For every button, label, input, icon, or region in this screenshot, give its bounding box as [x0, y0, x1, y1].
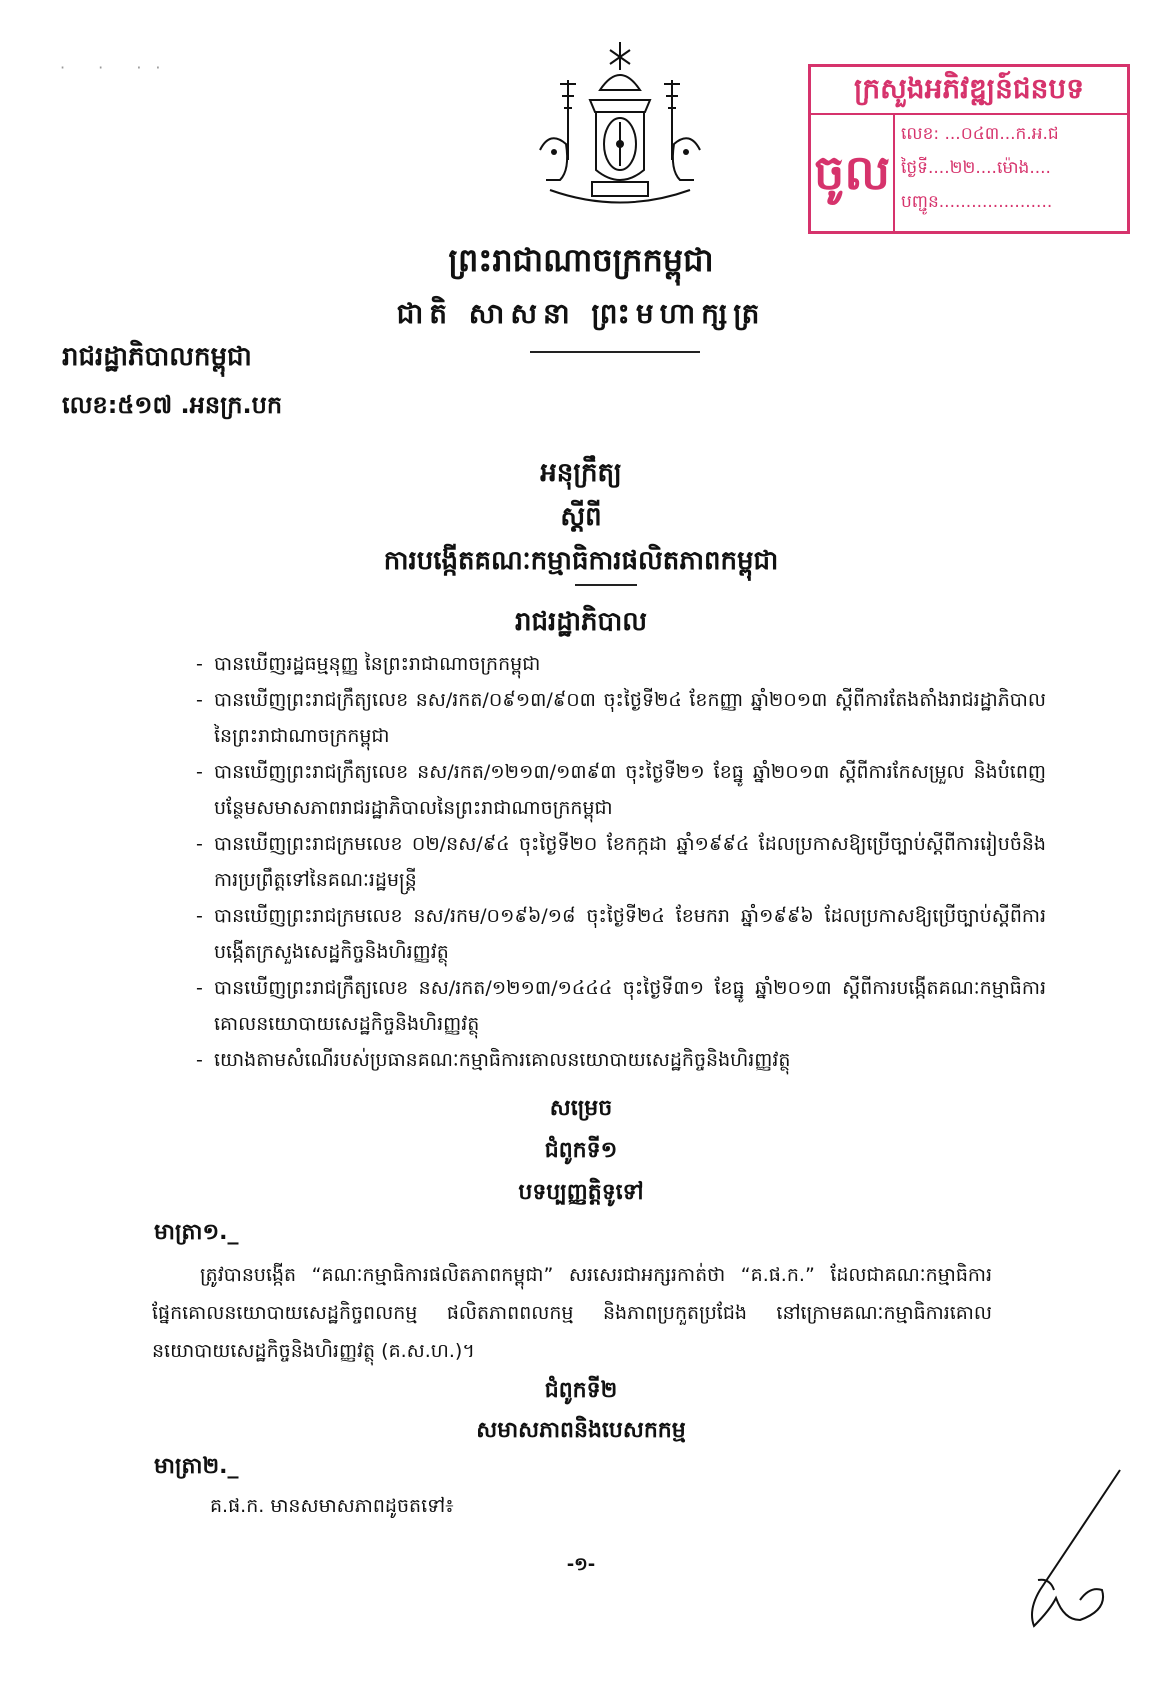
chapter2-heading: ជំពូកទី២	[544, 1378, 618, 1403]
article2-label: មាត្រា២._	[154, 1454, 239, 1479]
recital-item: - បានឃើញព្រះរាជក្រមលេខ នស/រកម/០១៩៦/១៨ ចុះថ្ងៃទី២៤ ខែមករា ឆ្នាំ១៩៩៦ ដែលប្រកាសឱ្យប្រើច្បាប់ស្តីពីការបង្កើតក្រសួងសេដ្ឋកិច្ចនិងហិរញ្ញវត្ថុ	[196, 898, 1046, 970]
issuer-heading: រាជរដ្ឋាភិបាល	[514, 607, 648, 637]
recital-item: - បានឃើញព្រះរាជក្រឹត្យលេខ នស/រកត/១២១៣/១៤៤៤ ចុះថ្ងៃទី៣១ ខែធ្នូ ឆ្នាំ២០១៣ ស្តីពីការបង្កើតគណៈកម្មាធិការគោលនយោបាយសេដ្ឋកិច្ចនិងហិរញ្ញវត្ថុ	[196, 970, 1046, 1042]
scan-specks: · · ··	[60, 58, 175, 77]
kingdom-heading: ព្រះរាជាណាចក្រកម្ពុជា	[448, 241, 714, 279]
decision-heading: សម្រេច	[549, 1096, 613, 1121]
recital-item: - យោងតាមសំណើរបស់ប្រធានគណៈកម្មាធិការគោលនយោបាយសេដ្ឋកិច្ចនិងហិរញ្ញវត្ថុ	[196, 1042, 1046, 1078]
government-label: រាជរដ្ឋាភិបាលកម្ពុជា	[62, 342, 252, 372]
article1-label: មាត្រា១._	[154, 1220, 239, 1245]
recital-item: - បានឃើញរដ្ឋធម្មនុញ្ញ នៃព្រះរាជាណាចក្រកម្ពុជា	[196, 646, 1046, 682]
recitals-list	[196, 646, 1046, 1078]
chapter1-heading: ជំពូកទី១	[544, 1138, 618, 1163]
recital-item: - បានឃើញព្រះរាជក្រឹត្យលេខ នស/រកត/០៩១៣/៩០៣ ចុះថ្ងៃទី២៤ ខែកញ្ញា ឆ្នាំ២០១៣ ស្តីពីការតែងតាំងរាជរដ្ឋាភិបាលនៃព្រះរាជាណាចក្រកម្ពុជា	[196, 682, 1046, 754]
royal-emblem-icon	[530, 40, 710, 215]
handwritten-signature	[1010, 1460, 1130, 1640]
motto-divider	[530, 351, 700, 353]
recital-item: - បានឃើញព្រះរាជក្រមលេខ ០២/នស/៩៤ ចុះថ្ងៃទី២០ ខែកក្កដា ឆ្នាំ១៩៩៤ ដែលប្រកាសឱ្យប្រើច្បាប់ស្តីពីការរៀបចំនិងការប្រព្រឹត្តទៅនៃគណៈរដ្ឋមន្ត្រី	[196, 826, 1046, 898]
document-number: លេខ:៥១៧ .អនក្រ.បក	[62, 391, 283, 419]
document-about: ស្តីពី	[560, 502, 602, 532]
stamp-signed-line: បញ្ជូន.....................	[901, 192, 1053, 212]
chapter2-title: សមាសភាពនិងបេសកកម្ម	[476, 1418, 686, 1443]
stamp-number-line: លេខ: ...០៤៣...ក.អ.ជ	[901, 124, 1059, 144]
stamp-mark: ចូល	[811, 113, 895, 231]
chapter1-title: បទប្បញ្ញត្តិទូទៅ	[518, 1180, 644, 1205]
article1-text: ត្រូវបានបង្កើត “គណៈកម្មាធិការផលិតភាពកម្ពុជា” សរសេរជាអក្សរកាត់ថា “គ.ផ.ក.” ដែលជាគណៈកម្មាធិការផ្នែកគោលនយោបាយសេដ្ឋកិច្ចពលកម្ម ផលិតភាពពលកម្ម និងភាពប្រកួតប្រជែង នៅក្រោមគណៈកម្មាធិការគោលនយោបាយសេដ្ឋកិច្ចនិងហិរញ្ញវត្ថុ (គ.ស.ហ.)។	[152, 1264, 992, 1362]
national-motto: ជាតិ សាសនា ព្រះមហាក្សត្រ	[396, 297, 766, 330]
page-number: -១-	[566, 1554, 596, 1575]
document-title: ការបង្កើតគណៈកម្មាធិការផលិតភាពកម្ពុជា	[383, 546, 779, 576]
stamp-date-line: ថ្ងៃទី....២២....ម៉ោង....	[901, 158, 1051, 178]
receipt-stamp	[808, 64, 1130, 234]
article2-text: គ.ផ.ក. មានសមាសភាពដូចតទៅ៖	[210, 1495, 454, 1517]
title-divider	[575, 584, 637, 586]
document-type: អនុក្រឹត្យ	[540, 458, 622, 488]
stamp-title: ក្រសួងអភិវឌ្ឍន៍ជនបទ	[811, 67, 1127, 115]
recital-item: - បានឃើញព្រះរាជក្រឹត្យលេខ នស/រកត/១២១៣/១៣៩៣ ចុះថ្ងៃទី២១ ខែធ្នូ ឆ្នាំ២០១៣ ស្តីពីការកែសម្រួល និងបំពេញបន្ថែមសមាសភាពរាជរដ្ឋាភិបាលនៃព្រះរាជាណាចក្រកម្ពុជា	[196, 754, 1046, 826]
